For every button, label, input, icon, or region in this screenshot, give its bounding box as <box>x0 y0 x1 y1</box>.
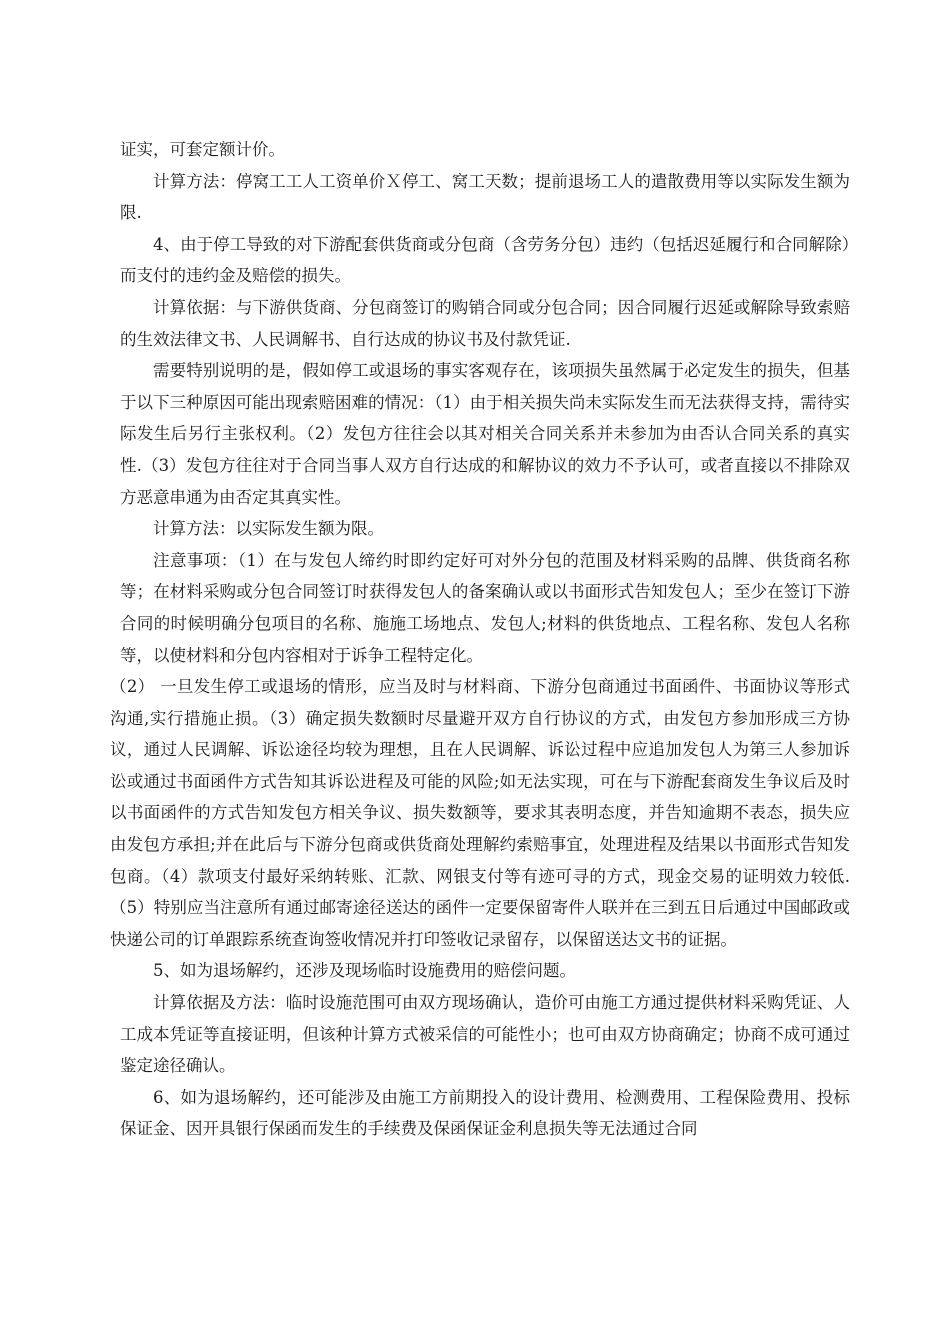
paragraph-3: 4、由于停工导致的对下游配套供货商或分包商（含劳务分包）违约（包括迟延履行和合同解除）而支付的违约金及赔偿的损失。 <box>120 234 850 286</box>
document-page <box>110 134 850 1145</box>
paragraph-2: 计算方法：停窝工工人工资单价Ｘ停工、窝工天数；提前退场工人的遣散费用等以实际发生额为限. <box>120 171 850 223</box>
paragraph-11: 6、如为退场解约，还可能涉及由施工方前期投入的设计费用、检测费用、工程保险费用、投标保证金、因开具银行保函而发生的手续费及保函保证金利息损失等无法通过合同 <box>120 1087 850 1139</box>
paragraph-9: 5、如为退场解约，还涉及现场临时设施费用的赔偿问题。 <box>153 961 576 981</box>
paragraph-7: 注意事项：（1）在与发包人缔约时即约定好可对外分包的范围及材料采购的品牌、供货商名称等；在材料采购或分包合同签订时获得发包人的备案确认或以书面形式告知发包人；至少在签订下游合同的时候明确分包项目的名称、施施工场地点、发包人;材料的供货地点、工程名称、发包人名称等，以使材料和分包内容相对于诉争工程特定化。 <box>120 550 850 665</box>
paragraph-4: 计算依据：与下游供货商、分包商签订的购销合同或分包合同；因合同履行迟延或解除导致索赔的生效法律文书、人民调解书、自行达成的协议书及付款凭证. <box>120 297 850 349</box>
paragraph-1: 证实，可套定额计价。 <box>120 140 285 159</box>
paragraph-8: （2） 一旦发生停工或退场的情形，应当及时与材料商、下游分包商通过书面函件、书面协议等形式沟通,实行措施止损。（3）确定损失数额时尽量避开双方自行协议的方式，由发包方参加形成三方协议，通过人民调解、诉讼途径均较为理想，且在人民调解、诉讼过程中应追加发包人为第三人参加诉讼或通过书面函件方式告知其诉讼进程及可能的风险;如无法实现，可在与下游配套商发生争议后及时以书面函件的方式告知发包方相关争议、损失数额等，要求其表明态度，并告知逾期不表态，损失应由发包方承担;并在此后与下游分包商或供货商处理解约索赔事宜，处理进程及结果以书面形式告知发包商。（4）款项支付最好采纳转账、汇款、网银支付等有迹可寻的方式，现金交易的证明效力较低.（5）特别应当注意所有通过邮寄途径送达的函件一定要保留寄件人联并在三到五日后通过中国邮政或快递公司的订单跟踪系统查询签收情况并打印签收记录留存，以保留送达文书的证据。 <box>110 677 850 949</box>
paragraph-5: 需要特别说明的是，假如停工或退场的事实客观存在，该项损失虽然属于必定发生的损失，但基于以下三种原因可能出现索赔困难的情况：（1）由于相关损失尚未实际发生而无法获得支持，需待实际发生后另行主张权利。（2）发包方往往会以其对相关合同关系并未参加为由否认合同关系的真实性.（3）发包方往往对于合同当事人双方自行达成的和解协议的效力不予认可，或者直接以不排除双方恶意串通为由否定其真实性。 <box>120 361 850 507</box>
paragraph-6: 计算方法：以实际发生额为限。 <box>153 519 384 539</box>
paragraph-10: 计算依据及方法：临时设施范围可由双方现场确认，造价可由施工方通过提供材料采购凭证、人工成本凭证等直接证明，但该种计算方式被采信的可能性小；也可由双方协商确定；协商不成可通过鉴定途径确认。 <box>120 993 850 1076</box>
